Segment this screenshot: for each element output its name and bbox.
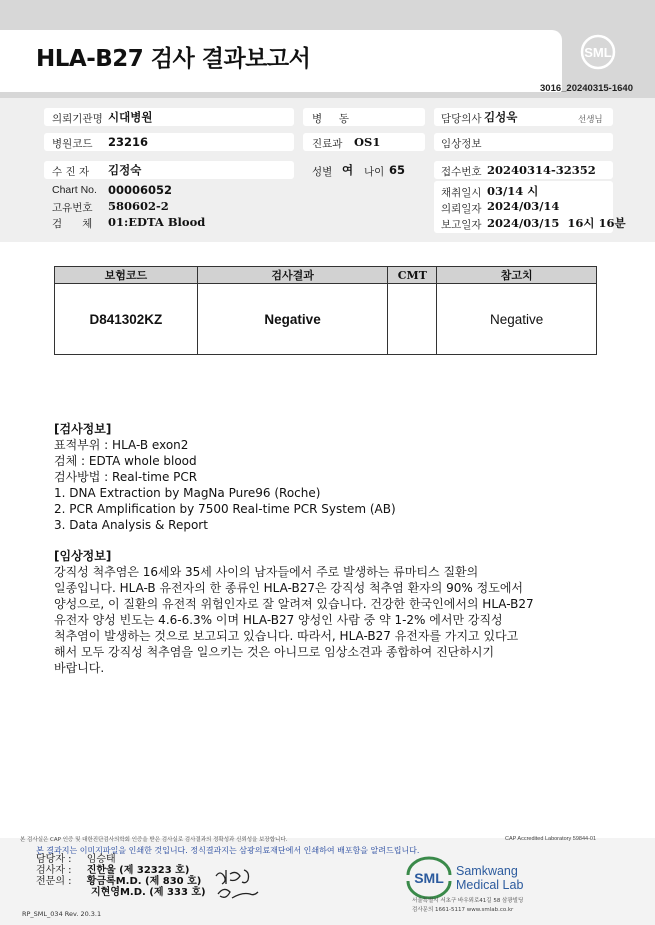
- lab-contact: 검사문의 1661-5117 www.smlab.co.kr: [412, 907, 514, 913]
- result-table: [54, 266, 597, 355]
- sml-logo-text: SML: [584, 45, 612, 60]
- form-number: RP_SML_034 Rev. 20.3.1: [22, 910, 102, 918]
- samkwang-logo-text: SML: [414, 870, 444, 886]
- clinical-info-title: [임상정보]: [54, 549, 112, 563]
- age-value: 65: [389, 163, 406, 177]
- cap-accreditation: CAP Accredited Laboratory 59844-01: [505, 836, 597, 842]
- sml-logo: [576, 30, 620, 70]
- staff-row: [36, 865, 189, 876]
- table-row: [55, 284, 597, 355]
- clinical-info-section: [54, 548, 534, 676]
- staff-name: 임승태: [86, 854, 116, 865]
- test-info-section: [54, 421, 396, 533]
- lab-name-line-2: Medical Lab: [456, 878, 524, 892]
- ward-label: 병 동: [312, 113, 349, 125]
- request-value: 2024/03/14: [487, 199, 560, 213]
- staff-role: 전문의 :: [36, 876, 72, 887]
- lab-name: [456, 864, 523, 892]
- staff-role: 검사자 :: [36, 865, 72, 876]
- test-info-line: 3. Data Analysis & Report: [54, 518, 208, 532]
- lab-address: 서울특별시 서초구 바우뫼로41길 58 삼광빌딩: [412, 898, 524, 904]
- request-label: 의뢰일자: [441, 203, 482, 215]
- test-info-title: [검사정보]: [54, 422, 112, 436]
- staff-row: [36, 854, 116, 865]
- header-result: 검사결과: [197, 267, 388, 284]
- collect-value: 03/14 시: [487, 184, 539, 198]
- collect-label: 채취일시: [441, 187, 482, 199]
- report-label: 보고일자: [441, 219, 482, 231]
- receipt-value: 20240314-32352: [487, 163, 596, 177]
- chart-value: 00006052: [108, 183, 173, 197]
- doctor-suffix: 선생님: [578, 115, 603, 125]
- unique-label: 고유번호: [52, 202, 93, 214]
- test-info-line: 표적부위 : HLA-B exon2: [54, 438, 189, 452]
- hospital-code-label: 병원코드: [52, 138, 93, 150]
- sex-value: 여: [342, 163, 354, 177]
- institution-label: 의뢰기관명: [52, 113, 103, 125]
- chart-label: Chart No.: [52, 184, 97, 196]
- header-reference: 참고치: [437, 267, 597, 284]
- document-id-line-1: 3016_20240315-1640: [540, 83, 633, 94]
- institution-value: 시대병원: [108, 110, 153, 124]
- name-value: 김정숙: [108, 163, 142, 177]
- staff-name: 지현영M.D. (제 333 호): [91, 887, 206, 898]
- staff-name: 황금록M.D. (제 830 호): [86, 876, 202, 887]
- dept-value: OS1: [354, 135, 381, 149]
- clinical-info-line: 척추염이 발생하는 것으로 보고되고 있습니다. 따라서, HLA-B27 유전자를 가지고 있다고: [54, 629, 519, 643]
- staff-name: 진한울 (제 32323 호): [86, 865, 190, 876]
- staff-role: 담당자 :: [36, 854, 72, 865]
- clinical-info-line: 양성으로, 이 질환의 유전적 위험인자로 잘 알려져 있습니다. 건강한 한국인에서의 HLA-B27: [54, 597, 534, 611]
- accreditation-statement: 본 검사실은 CAP 인증 및 대한진단검사의학회 인증을 받은 검사실로 검사결과의 정확성과 신뢰성을 보장합니다.: [20, 837, 288, 843]
- staff-row: [36, 887, 206, 898]
- cell-insurance-code: D841302KZ: [55, 284, 198, 355]
- test-info-line: 검사방법 : Real-time PCR: [54, 470, 198, 484]
- cell-reference: Negative: [437, 284, 597, 355]
- staff-row: [36, 876, 201, 887]
- report-value: 2024/03/15 16시 16분: [487, 216, 626, 230]
- specimen-label: 검 체: [52, 218, 93, 230]
- print-notice: 본 결과지는 이미지파일을 인쇄한 것입니다. 정식결과지는 삼광의료재단에서 인쇄하여 배포함을 알려드립니다.: [36, 846, 420, 855]
- doctor-label: 담당의사: [441, 113, 482, 125]
- signature-image: [212, 864, 262, 904]
- clinical-info-line: 해서 모두 강직성 척추염을 일으키는 것은 아니므로 임상소견과 종합하여 진단하시기: [54, 645, 495, 659]
- test-info-line: 1. DNA Extraction by MagNa Pure96 (Roche): [54, 486, 321, 500]
- clinical-info-line: 일종입니다. HLA-B 유전자의 한 종류인 HLA-B27은 강직성 척추염 환자의 90% 정도에서: [54, 581, 524, 595]
- cell-cmt: [388, 284, 437, 355]
- header-cmt: CMT: [388, 267, 437, 284]
- receipt-label: 접수번호: [441, 166, 482, 178]
- result-table-header-row: [55, 267, 597, 284]
- clinical-info-line: 바랍니다.: [54, 661, 105, 675]
- age-label: 나이: [364, 166, 385, 178]
- specimen-value: 01:EDTA Blood: [108, 215, 206, 229]
- dept-label: 진료과: [312, 138, 343, 150]
- doctor-value: 김성욱: [484, 110, 518, 124]
- hospital-code-value: 23216: [108, 135, 149, 149]
- cell-result: Negative: [197, 284, 388, 355]
- report-title: HLA-B27 검사 결과보고서: [36, 46, 311, 72]
- clinical-info-line: 유전자 양성 빈도는 4.6-6.3% 이며 HLA-B27 양성인 사람 중 약 1-2% 에서만 강직성: [54, 613, 503, 627]
- samkwang-logo: [404, 855, 454, 899]
- name-label: 수 진 자: [52, 166, 90, 178]
- lab-name-line-1: Samkwang: [456, 864, 518, 878]
- clinical-info-line: 강직성 척추염은 16세와 35세 사이의 남자들에서 주로 발생하는 류마티스 질환의: [54, 565, 479, 579]
- test-info-line: 2. PCR Amplification by 7500 Real-time PCR System (AB): [54, 502, 396, 516]
- unique-value: 580602-2: [108, 199, 169, 213]
- header-insurance-code: 보험코드: [55, 267, 198, 284]
- clinical-label: 임상정보: [441, 138, 482, 150]
- sex-label: 성별: [312, 166, 333, 178]
- test-info-line: 검체 : EDTA whole blood: [54, 454, 197, 468]
